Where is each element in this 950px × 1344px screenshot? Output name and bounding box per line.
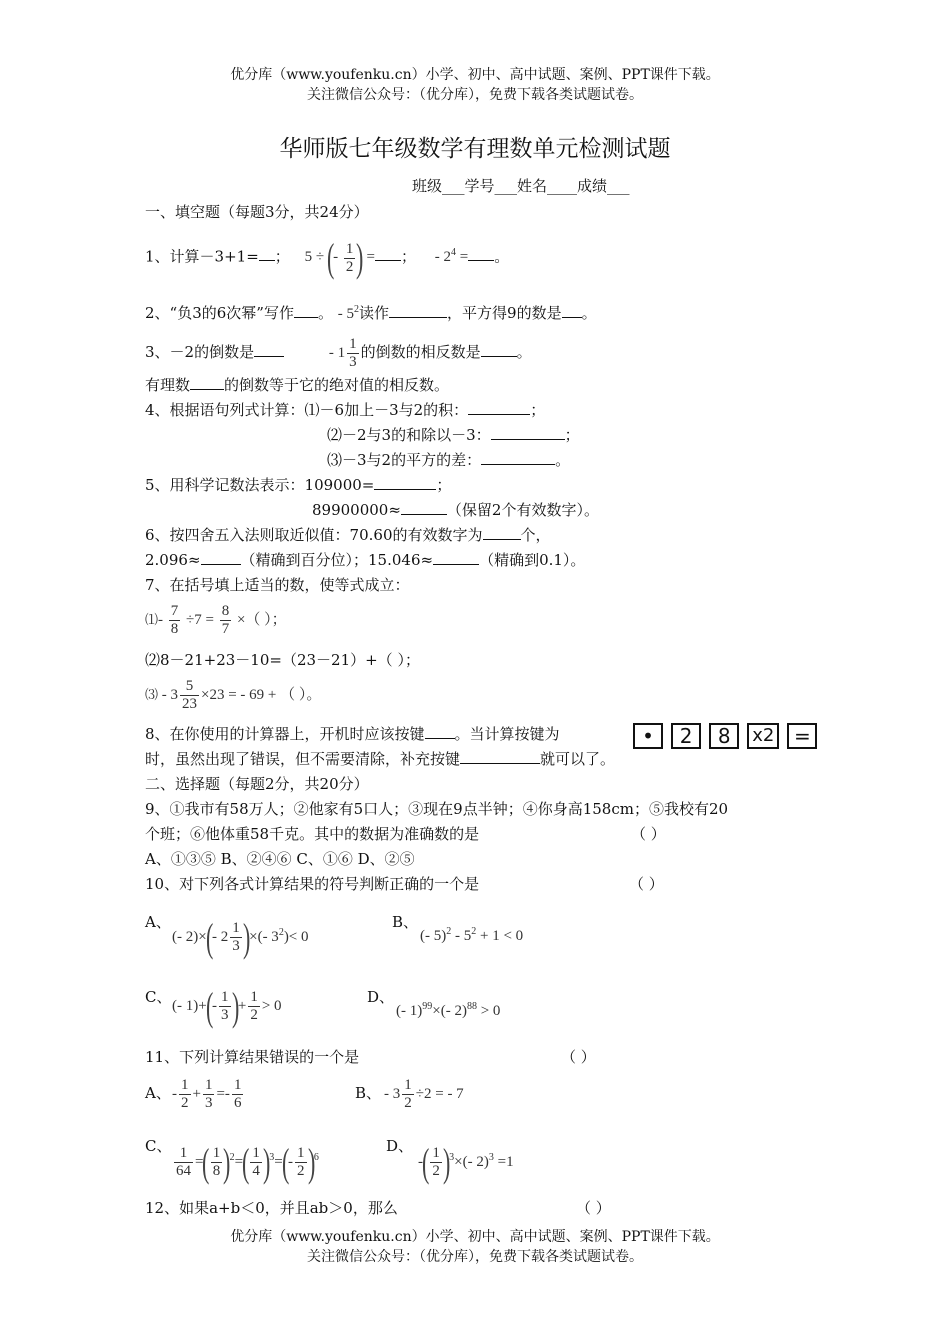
question-11-option-b: - 3 $\frac{1}{2}$ ÷2 = - 7: [384, 1077, 464, 1112]
question-6-cont: 2.096≈ （精确到百分位）；15.046≈ （精确到0.1）。: [145, 551, 586, 569]
question-12: 12、如果a+b＜0，并且ab＞0，那么: [145, 1199, 398, 1217]
question-9: 9、①我市有58万人；②他家有5口人；③现在9点半钟；④你身高158cm；⑤我校有20: [145, 800, 729, 818]
question-6: 6、按四舍五入法则取近似值：70.60的有效数字为 个，: [145, 526, 551, 544]
question-10-option-d-label: D、: [367, 988, 395, 1006]
question-11-option-d: -( $\frac{1}{2}$ )$^3$×(- 2)$^3$ =1: [418, 1139, 514, 1185]
question-11-option-b-label: B、: [355, 1084, 382, 1102]
question-9-cont: 个班；⑥他体重58千克。其中的数据为准确数的是: [145, 825, 480, 843]
site-footer-line1: 优分库（www.youfenku.cn）小学、初中、高中试题、案例、PPT课件下载。: [230, 1229, 720, 1245]
question-5-cont: 89900000≈ （保留2个有效数字）。: [312, 501, 599, 519]
question-7: 7、在括号填上适当的数，使等式成立：: [145, 576, 410, 594]
question-7-part2: ⑵8－21+23－10=（23－21）+（ ）；: [145, 651, 420, 669]
section1-heading: 一、填空题（每题3分，共24分）: [145, 203, 369, 221]
page-title: 华师版七年级数学有理数单元检测试题: [279, 136, 671, 162]
question-2: 2、“负3的6次幂”写作 。 - $5^2$读作 ，平方得9的数是 。: [145, 304, 597, 322]
calculator-key-equals: =: [787, 723, 817, 749]
question-10-option-b: (- $5)^2 - 5^2 + 1 < 0$: [420, 926, 524, 944]
question-10: 10、对下列各式计算结果的符号判断正确的一个是: [145, 875, 480, 893]
calculator-key-square: x2: [747, 723, 779, 749]
site-footer-line2: 关注微信公众号：（优分库），免费下载各类试题试卷。: [307, 1249, 643, 1265]
calculator-key-2: 2: [671, 723, 701, 749]
section2-heading: 二、选择题（每题2分，共20分）: [145, 775, 369, 793]
question-11-option-a-label: A、: [145, 1084, 171, 1102]
site-header-line2: 关注微信公众号：（优分库），免费下载各类试题试卷。: [307, 87, 643, 103]
question-7-part3: ⑶ - 3 $\frac{5}{23}$ ×23 = - 69 + （ ）。: [145, 678, 322, 713]
question-4-part2: ⑵－2与3的和除以－3： ；: [327, 426, 580, 444]
question-7-part1: ⑴- $\frac{7}{8}$ ÷7 = $\frac{8}{7}$ ×（ ）；: [145, 603, 287, 638]
question-10-option-a: (- 2)×(- 2 $\frac{1}{3}$ )×(- $3^2)< 0$: [172, 914, 309, 960]
calculator-key-8: 8: [709, 723, 739, 749]
question-9-answer-paren: （ ）: [631, 825, 666, 843]
question-10-option-c-label: C、: [145, 988, 172, 1006]
question-3-cont: 有理数 的倒数等于它的绝对值的相反数。: [145, 376, 450, 394]
student-info: 班级___学号___姓名____成绩___: [412, 177, 630, 195]
question-11-option-c-label: C、: [145, 1137, 172, 1155]
calculator-key-dot: •: [633, 723, 663, 749]
question-8: 8、在你使用的计算器上，开机时应该按键 。当计算按键为: [145, 725, 560, 743]
question-10-option-d: (- 1)$^{99}$×(- 2)$^{88}$ > 0: [396, 1001, 501, 1019]
calculator-key-sequence: [633, 723, 820, 749]
question-11-option-d-label: D、: [386, 1137, 414, 1155]
question-5: 5、用科学记数法表示：109000= ；: [145, 476, 452, 494]
question-4-part1: 4、根据语句列式计算：⑴－6加上－3与2的积： ；: [145, 401, 546, 419]
question-10-option-a-label: A、: [145, 913, 171, 931]
question-4-part3: ⑶－3与2的平方的差： 。: [327, 451, 571, 469]
question-9-options: A、①③⑤ B、②④⑥ C、①⑥ D、②⑤: [145, 850, 415, 868]
question-1: 1、计算－3+1= ； 5 ÷ (- $\frac{1}{2}$ ) = ； - $2^4$ = 。: [145, 235, 510, 280]
question-10-option-b-label: B、: [392, 913, 419, 931]
question-11-answer-paren: （ ）: [561, 1048, 596, 1066]
question-11-option-c: $\frac{1}{64}$ =( $\frac{1}{8}$ )$^2$=( $\frac{1}{4}$ )$^3$=(- $\frac{1}{2}$ )$^6$: [176, 1139, 319, 1185]
question-10-answer-paren: （ ）: [629, 875, 664, 893]
question-3: 3、－2的倒数是 - 1 $\frac{1}{3}$ 的倒数的相反数是 。: [145, 336, 532, 370]
question-11: 11、下列计算结果错误的一个是: [145, 1048, 360, 1066]
question-11-option-a: - $\frac{1}{2}$ + $\frac{1}{3}$ =- $\frac{1}{6}$: [172, 1077, 242, 1112]
question-12-answer-paren: （ ）: [576, 1199, 611, 1217]
site-header-line1: 优分库（www.youfenku.cn）小学、初中、高中试题、案例、PPT课件下载。: [230, 67, 720, 83]
question-8-cont: 时，虽然出现了错误，但不需要清除，补充按键 就可以了。: [145, 750, 616, 768]
question-10-option-c: (- 1)+(- $\frac{1}{3}$ )+ $\frac{1}{2}$ > 0: [172, 983, 282, 1029]
